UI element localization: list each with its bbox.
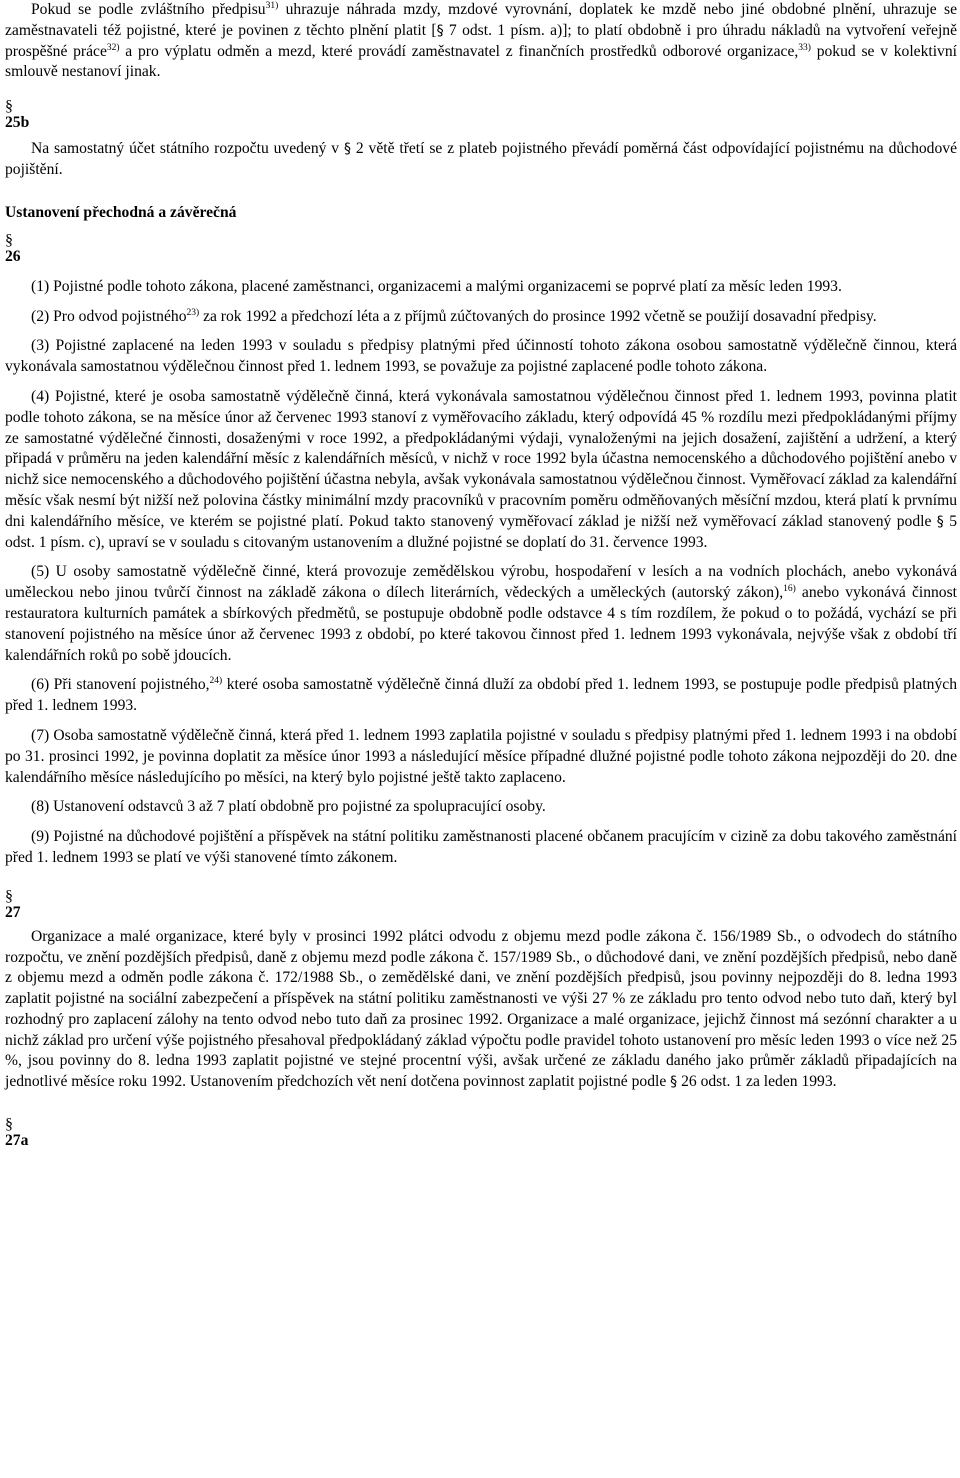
paragraph-symbol-icon: § <box>5 1116 13 1134</box>
s26-p5-text-2: anebo vykonává činnost restauratora kulturních památek a sbírkových předmětů, se postupuje obdobně podle odstavce 4 s tím rozdílem, že pokud o to požádá, vychází se při stanovení pojistného na měsíce únor až červenec 1993 z období, po které takovou činnost před 1. lednem 1993 vykonávala, nejvýše však z období tří kalendářních roků po sobě jdoucích. <box>5 584 957 664</box>
intro-text-1: Pokud se podle zvláštního předpisu <box>31 1 266 18</box>
section-heading-26 <box>5 231 957 267</box>
section-27-text <box>5 927 957 1093</box>
section-heading-27 <box>5 887 957 923</box>
paragraph-symbol-icon: § <box>5 887 13 905</box>
s26-paragraph-8: (8) Ustanovení odstavců 3 až 7 platí obdobně pro pojistné za spolupracující osoby. <box>31 798 546 816</box>
s26-p4-text-2: 5 odst. 1 písm. c), upraví se v souladu s citovaným ustanovením a dlužné pojistné se doplatí do 31. července 1993. <box>5 512 958 551</box>
section-number: 25b <box>5 114 30 132</box>
section-symbol-icon: § <box>670 1074 678 1091</box>
section-heading-25b <box>5 97 957 133</box>
intro-text-3: 7 odst. 1 písm. a)]; to platí obdobně i pro úhradu nákladů na vytvoření veřejně prospěšné práce <box>5 21 957 60</box>
s26-p6-text-1: (6) Při stanovení pojistného, <box>31 676 210 694</box>
section-number: 27 <box>5 903 21 921</box>
section-number: 27a <box>5 1132 29 1150</box>
s26-p2-text-2: za rok 1992 a předchozí léta a z příjmů zúčtovaných do prosince 1992 včetně se použijí dosavadní předpisy. <box>199 307 877 325</box>
section-number: 26 <box>5 247 21 265</box>
document-page <box>5 0 957 1151</box>
footnote-ref-24[interactable]: 24) <box>209 676 223 687</box>
paragraph-symbol-icon: § <box>5 231 13 249</box>
section-25b-text <box>5 139 957 181</box>
footnote-ref-32[interactable]: 32) <box>106 42 120 53</box>
intro-paragraph <box>5 0 957 83</box>
s26-paragraph-5 <box>5 562 957 666</box>
footnote-ref-16[interactable]: 16) <box>783 584 796 595</box>
intro-text-4: a pro výplatu odměn a mezd, které provádí zaměstnavatel z finančních prostředků odborové organizace, <box>119 42 799 60</box>
section-symbol-icon: § <box>936 513 944 530</box>
s26-paragraph-1: (1) Pojistné podle tohoto zákona, placené zaměstnanci, organizacemi a malými organizacemi se poprvé platí za měsíc leden 1993. <box>31 277 842 295</box>
s27-text-2: 26 odst. 1 za leden 1993. <box>677 1073 837 1091</box>
s26-paragraph-3: (3) Pojistné zaplacené na leden 1993 v souladu s předpisy platnými před účinností tohoto zákona osobou samostatně výdělečně činnou, která vykonávala samostatnou výdělečnou činnost před 1. lednem 1993, se považuje za pojistné zaplacené podle tohoto zákona. <box>5 337 957 376</box>
footnote-ref-23[interactable]: 23) <box>186 307 200 318</box>
footnote-ref-33[interactable]: 33) <box>798 42 811 53</box>
section-symbol-icon: § <box>343 141 351 158</box>
s26-paragraph-4 <box>5 387 957 553</box>
s26-paragraph-6 <box>5 675 957 717</box>
s26-paragraph-7: (7) Osoba samostatně výdělečně činná, která před 1. lednem 1993 zaplatila pojistné v souladu s předpisy platnými před 1. lednem 1993 i na období po 31. prosinci 1992, je povinna doplatit za měsíce únor 1993 a následující měsíce případné dlužné pojistné podle tohoto zákona nejpozději do 20. dne kalendářního měsíce následujícího po měsíci, na který bylo pojistné ještě takto zaplaceno. <box>5 726 957 786</box>
s27-text-1: Organizace a malé organizace, které byly v prosinci 1992 plátci odvodu z objemu mezd podle zákona č. 156/1989 Sb., o odvodech do státního rozpočtu, ve znění pozdějších předpisů, daně z objemu mezd podle zákona č. 157/1989 Sb., o důchodové dani, ve znění pozdějších předpisů, nebo daně z objemu mezd a odměn podle zákona č. 172/1988 Sb., o zemědělské dani, ve znění pozdějších předpisů, jsou povinny nejpozději do 8. ledna 1993 zaplatit pojistné na sociální zabezpečení a příspěvek na státní politiku zaměstnanosti ve výši 27 % ze základu pro tento odvod nebo tuto daň, který byl rozhodný pro zaplacení zálohy na tento odvod nebo tuto daň za prosinec 1992. Organizace a malé organizace, jejichž činnost má sezónní charakter a u nichž základ pro určení výše pojistného přesahoval předpokládaný základ výpočtu podle pravidel tohoto ustanovení pro měsíc leden 1993 o více než 25 %, jsou povinny do 8. ledna 1993 zaplatit pojistné ve stejné procentní výši, avšak určené ze základu daného jako průměr základů připadajících na jednotlivé měsíce roku 1992. Ustanovením předchozích vět není dotčena povinnost zaplatit pojistné podle <box>5 927 957 1091</box>
s26-p6-text-2: které osoba samostatně výdělečně činná dluží za období před 1. lednem 1993, se postupuje podle předpisů platných před 1. lednem 1993. <box>5 676 957 715</box>
s26-p4-text-1: (4) Pojistné, které je osoba samostatně výdělečně činná, která vykonávala samostatnou výdělečnou činnost před 1. lednem 1993, povinna platit podle tohoto zákona, se na měsíce únor až červenec 1993 stanoví z vyměřovacího základu, který odpovídá 45 % rozdílu mezi předpokládanými příjmy ze samostatné výdělečné činnosti, dosaženými v roce 1992, a předpokládanými výdaji, vynaloženými na jejich dosažení, zajištění a udržení, a který připadá v průměru na jeden kalendářní měsíc z kalendářních měsíců, v nichž v roce 1992 byla účastna nemocenského a důchodového pojištění anebo v nichž sice nemocenského a důchodového pojištění účastna nebyla, avšak vykonávala samostatnou výdělečnou činnost. Vyměřovací základ za kalendářní měsíc však nesmí být nižší než polovina částky minimální mzdy pracovníků v pracovním poměru odměňovaných měsíční mzdou, která platí k prvnímu dni kalendářního měsíce, ve kterém se pojistné platí. Pokud takto stanovený vyměřovací základ je nižší než vyměřovací základ stanovený podle <box>5 387 957 530</box>
intro-text-5: pokud se v kolektivní smlouvě nestanoví jinak. <box>5 42 957 81</box>
section-symbol-icon: § <box>436 22 444 39</box>
footnote-ref-31[interactable]: 31) <box>265 1 279 11</box>
intro-text-2: uhrazuje náhrada mzdy, mzdové vyrovnání, doplatek ke mzdě nebo jiné obdobné plnění, uhrazuje se zaměstnavateli též pojistné, které je povinen z těchto plnění platit [ <box>5 1 958 39</box>
s26-p5-text-1: (5) U osoby samostatně výdělečně činné, která provozuje zemědělskou výrobu, hospodaření v lesích a na vodních plochách, anebo vykonává uměleckou nebo jinou tvůrčí činnost na základě zákona o dílech literárních, vědeckých a uměleckých (autorský zákon), <box>5 563 957 602</box>
s26-paragraph-9: (9) Pojistné na důchodové pojištění a příspěvek na státní politiku zaměstnanosti placené občanem pracujícím v cizině za dobu takového zaměstnání před 1. lednem 1993 se platí ve výši stanovené tímto zákonem. <box>5 828 957 866</box>
s26-paragraph-2 <box>5 307 957 328</box>
s25b-text-2: 2 větě třetí se z plateb pojistného převádí poměrná část odpovídající pojistnému na důchodové pojištění. <box>5 140 957 178</box>
s26-p2-text-1: (2) Pro odvod pojistného <box>31 307 187 325</box>
paragraph-symbol-icon: § <box>5 98 13 116</box>
section-heading-27a <box>5 1115 957 1151</box>
transitional-provisions-heading: Ustanovení přechodná a závěrečná <box>5 203 237 221</box>
s25b-text-1: Na samostatný účet státního rozpočtu uvedený v <box>31 140 344 158</box>
